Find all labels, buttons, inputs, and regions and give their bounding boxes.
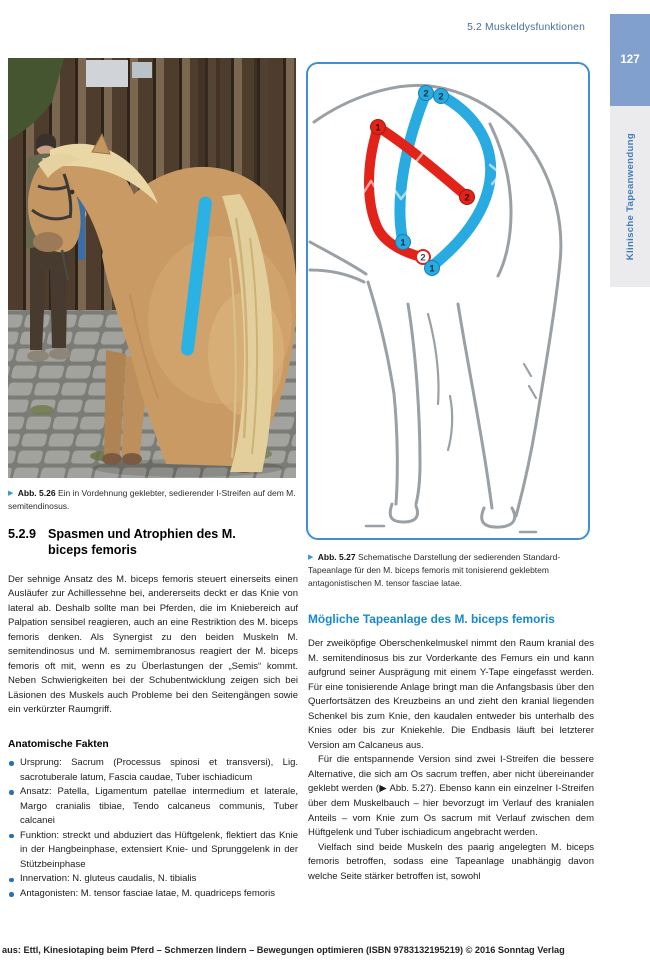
marker-red-bottom: 2	[420, 252, 426, 264]
copyright-footer: aus: Ettl, Kinesiotaping beim Pferd – Schmerzen lindern – Bewegungen optimieren (ISBN 9783132195219) © 2016 Sonntag Verlag	[2, 945, 565, 955]
section-number: 5.2.9	[8, 527, 37, 541]
page-number: 127	[620, 54, 640, 66]
red-tapes	[369, 127, 465, 257]
tape-diagram	[308, 64, 588, 538]
list-item: Ansatz: Patella, Ligamentum patellae intermedium et laterale, Margo cranialis tibiae, Tendo calcaneus communis, Tuber calcanei	[8, 785, 298, 829]
figure-label: Abb. 5.27	[317, 552, 356, 562]
tape-direction-arrows	[364, 153, 501, 199]
caption-arrow-icon: ▶	[308, 554, 314, 561]
body-paragraph: Für die entspannende Version sind zwei I-Streifen die bessere Alternative, die sich am Os sacrum treffen, aber nicht übereinander geklebt werden (▶ Abb. 5.27). Ebenso kann ein einzelner I-Streifen über dem Muskelbauch – hier bevorzugt im Verlauf des kranialen Anteils – vom Knie zum Os sacrum mit Verlauf zwischen dem Hüftgelenk und Tuber ischiadicum angebracht werden.	[308, 754, 594, 839]
marker-blue-top-a: 2	[423, 88, 429, 100]
horse-photo	[8, 58, 296, 478]
intro-paragraph: Der sehnige Ansatz des M. biceps femoris steuert einerseits einen Ausläufer zur Achillessehne bei, andererseits deckt er das Knie von lateral ab. Deshalb sollte man bei Pferden, die im Kniebereich auf Palpation sensibel reagieren, auch an eine Restriktion des M. biceps femoris denken. Als Synergist zu den beiden Muskeln M. semitendinosus und M. semimembranosus reagiert der M. biceps femoris oft mit, wenn es zu Überlastungen der „Semis“ kommt. Neben Schwierigkeiten bei der Schubentwicklung zeigen sich bei Läsionen des Muskels auch Probleme bei den Seitengängen sowie ein verkürzter Raumgriff.	[8, 573, 298, 716]
list-item: Ursprung: Sacrum (Processus spinosi et transversi), Lig. sacrotuberale latum, Fascia caudae, Tuber ischiadicum	[8, 756, 298, 785]
list-item: Funktion: streckt und abduziert das Hüftgelenk, flektiert das Knie in der Hangbeinphase, extensiert Knie- und Sprunggelenk in der Stützbeinphase	[8, 829, 298, 873]
page-number-badge	[610, 14, 650, 106]
figure-caption-text: Schematische Darstellung der sedierenden Standard-Tapeanlage für den M. biceps femoris mit tonisierend geklebtem antagonistischen M. tensor fasciae latae.	[308, 552, 561, 588]
list-item: Innervation: N. gluteus caudalis, N. tibialis	[8, 872, 298, 887]
marker-blue-bottom-b: 1	[429, 263, 435, 275]
section-title: Spasmen und Atrophien des M. biceps femoris	[48, 527, 236, 557]
tape-section-heading: Mögliche Tapeanlage des M. biceps femoris	[308, 612, 555, 626]
marker-blue-bottom-a: 1	[400, 237, 406, 249]
marker-blue-top-b: 2	[438, 91, 444, 103]
horse-outline	[310, 85, 561, 532]
caption-arrow-icon: ▶	[8, 490, 14, 497]
diagram-box	[306, 62, 590, 540]
figure-label: Abb. 5.26	[17, 488, 56, 498]
wall-sign	[86, 60, 128, 87]
tape-section-body	[308, 637, 594, 884]
marker-red-origin: 1	[375, 122, 381, 134]
horse-photo-illustration	[8, 58, 296, 478]
running-header: 5.2 Muskeldysfunktionen	[467, 22, 585, 33]
facts-title: Anatomische Fakten	[8, 739, 109, 750]
figure-caption-5-27	[308, 551, 590, 589]
facts-list	[8, 756, 298, 901]
chapter-side-tab-label: Klinische Tapeanwendung	[624, 132, 636, 261]
section-heading	[8, 527, 296, 558]
marker-red-diag-end: 2	[464, 192, 470, 204]
chapter-side-tab	[610, 106, 650, 287]
body-paragraph: Der zweiköpfige Oberschenkelmuskel nimmt den Raum kranial des M. semitendinosus bis zur Vorderkante des Femurs ein und kann aufgrund seiner Ausprägung mit einem Y-Tape eingefasst werden. Für eine tonisierende Anlage bringt man die Anfangsbasis über den Querfortsätzen des Kreuzbeins an und zieht den kranial liegenden Schenkel bis zum Knie, den kaudalen entweder bis unterhalb des Knies oder bis zur Kniekehle. Die Endbasis läuft bei letzterer Version am Calcaneus aus.	[308, 638, 594, 751]
list-item: Antagonisten: M. tensor fasciae latae, M. quadriceps femoris	[8, 887, 298, 902]
figure-caption-5-26	[8, 487, 296, 513]
body-paragraph: Vielfach sind beide Muskeln des paarig angelegten M. biceps femoris betroffen, sodass eine Tapeanlage unabhängig davon welche Seite stärker betroffen ist, sowohl	[308, 841, 594, 882]
figure-caption-text: Ein in Vordehnung geklebter, sedierender I-Streifen auf dem M. semitendinosus.	[8, 488, 296, 512]
